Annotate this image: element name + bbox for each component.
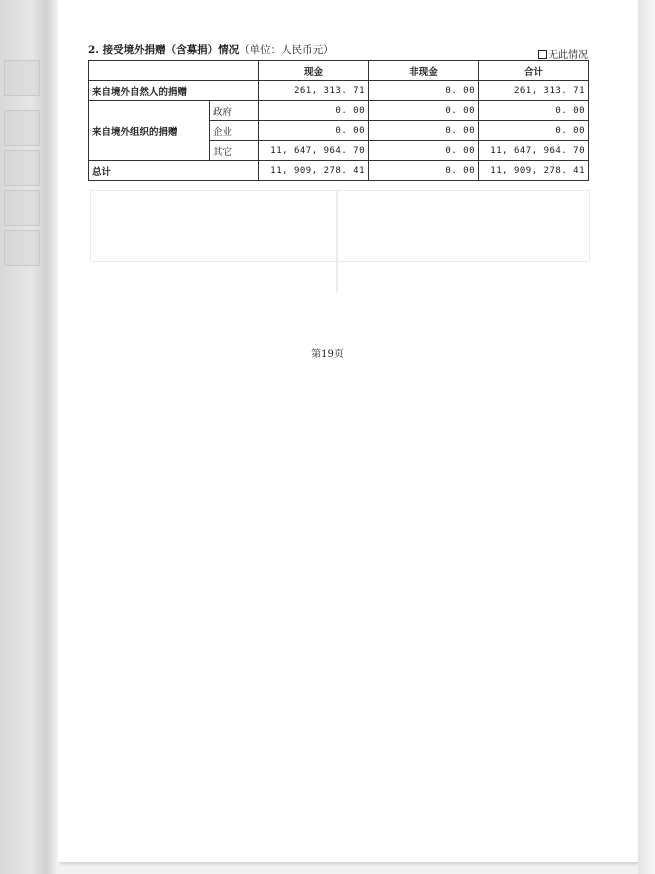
cash-cell: 11, 909, 278. 41 xyxy=(259,161,369,181)
total-cell: 0. 00 xyxy=(479,121,589,141)
cash-cell: 0. 00 xyxy=(259,121,369,141)
sub-category-label: 政府 xyxy=(210,101,259,121)
sub-category-label: 企业 xyxy=(210,121,259,141)
total-cell: 11, 647, 964. 70 xyxy=(479,141,589,161)
non-cash-cell: 0. 00 xyxy=(369,101,479,121)
no-such-case-option[interactable] xyxy=(538,46,588,61)
sub-category-label: 其它 xyxy=(210,141,259,161)
no-such-case-label: 无此情况 xyxy=(548,50,588,61)
header-total: 合计 xyxy=(479,61,589,81)
bleed-through-mark xyxy=(4,110,40,146)
section-header xyxy=(88,42,588,60)
overseas-donation-table xyxy=(88,60,589,181)
show-through-line xyxy=(336,190,338,292)
natural-person-label: 来自境外自然人的捐赠 xyxy=(89,81,259,101)
header-blank xyxy=(89,61,259,81)
header-cash: 现金 xyxy=(259,61,369,81)
table-total-row xyxy=(89,161,589,181)
table-row xyxy=(89,81,589,101)
table-header-row xyxy=(89,61,589,81)
cash-cell: 261, 313. 71 xyxy=(259,81,369,101)
bleed-through-mark xyxy=(4,60,40,96)
book-gutter xyxy=(0,0,58,874)
page-edge xyxy=(638,0,655,874)
section-title xyxy=(88,42,334,57)
checkbox-icon[interactable] xyxy=(538,50,547,59)
total-cell: 11, 909, 278. 41 xyxy=(479,161,589,181)
organization-label: 来自境外组织的捐赠 xyxy=(89,101,210,161)
total-label: 总计 xyxy=(89,161,259,181)
bleed-through-mark xyxy=(4,190,40,226)
cash-cell: 11, 647, 964. 70 xyxy=(259,141,369,161)
table-row xyxy=(89,101,589,121)
total-cell: 0. 00 xyxy=(479,101,589,121)
header-non-cash: 非现金 xyxy=(369,61,479,81)
non-cash-cell: 0. 00 xyxy=(369,121,479,141)
show-through-table xyxy=(90,190,590,262)
bleed-through-mark xyxy=(4,230,40,266)
cash-cell: 0. 00 xyxy=(259,101,369,121)
non-cash-cell: 0. 00 xyxy=(369,161,479,181)
total-cell: 261, 313. 71 xyxy=(479,81,589,101)
non-cash-cell: 0. 00 xyxy=(369,141,479,161)
non-cash-cell: 0. 00 xyxy=(369,81,479,101)
page-number: 第19页 xyxy=(311,349,344,360)
unit-note: （单位：人民币元） xyxy=(239,44,334,56)
section-title-text: 2. 接受境外捐赠（含募捐）情况 xyxy=(88,44,240,56)
bleed-through-mark xyxy=(4,150,40,186)
